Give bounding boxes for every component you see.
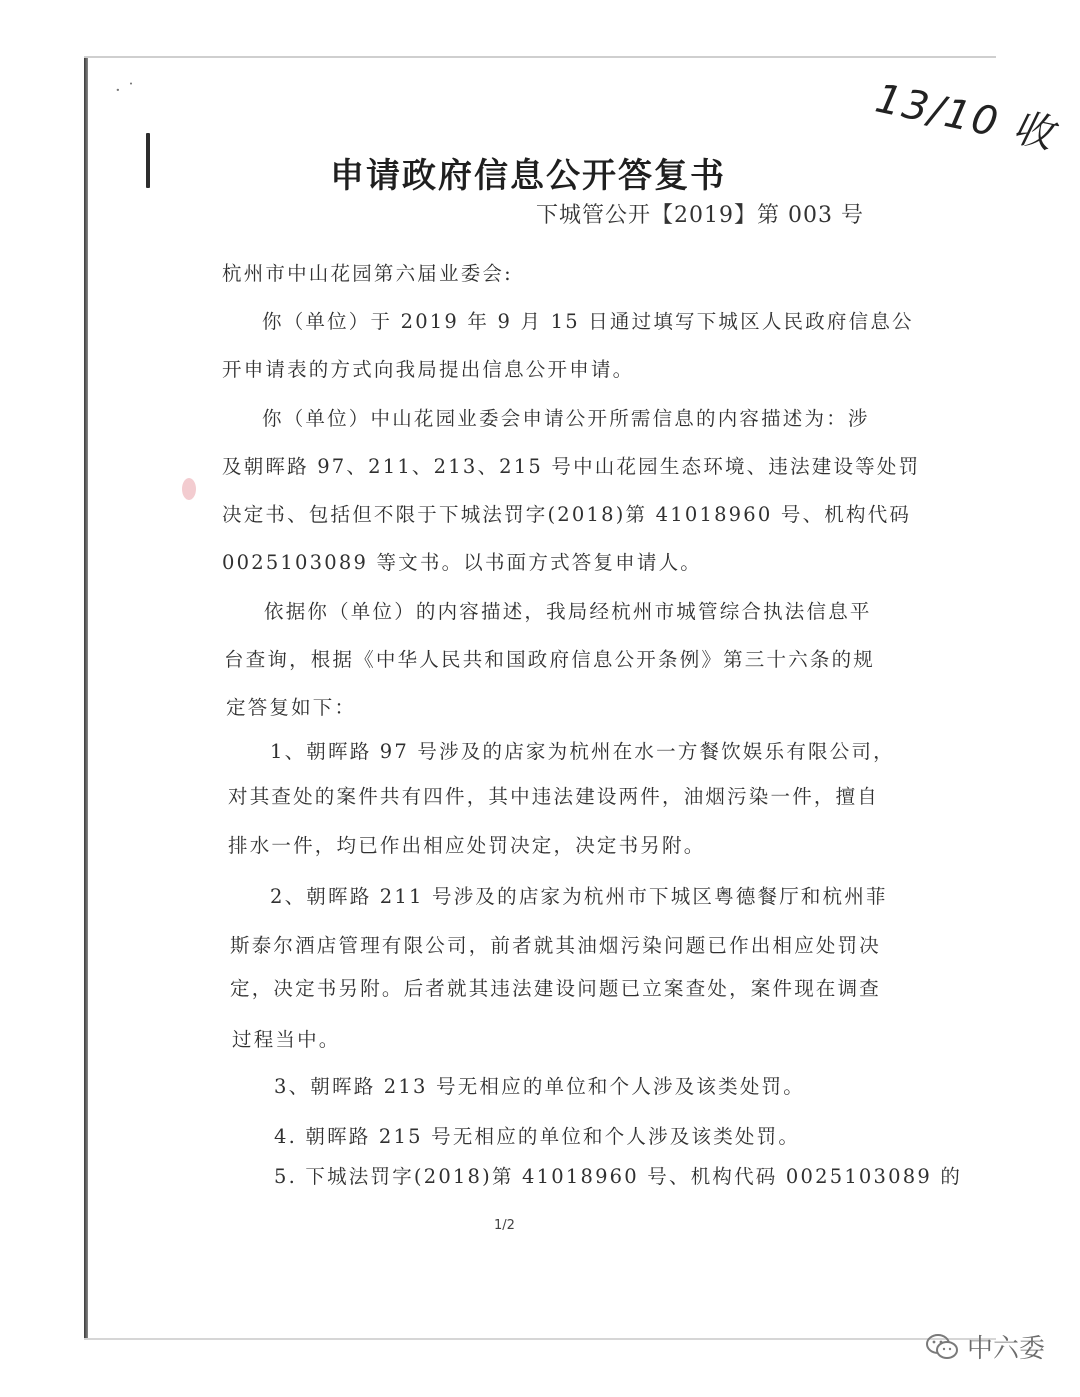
body-line: 2、朝晖路 211 号涉及的店家为杭州市下城区粤德餐厅和杭州菲: [270, 885, 888, 908]
body-line: 4. 朝晖路 215 号无相应的单位和个人涉及该类处罚。: [274, 1125, 801, 1148]
recipient-line: 杭州市中山花园第六届业委会:: [222, 262, 513, 285]
watermark-text: 中六委: [967, 1334, 1046, 1364]
scan-border-left: [84, 58, 88, 1340]
body-line: 定，决定书另附。后者就其违法建设问题已立案查处，案件现在调查: [230, 977, 882, 1000]
body-line: 斯泰尔酒店管理有限公司，前者就其油烟污染问题已作出相应处罚决: [230, 934, 882, 957]
body-line: 及朝晖路 97、211、213、215 号中山花园生态环境、违法建设等处罚: [222, 455, 921, 478]
body-line: 你（单位）中山花园业委会申请公开所需信息的内容描述为：涉: [262, 407, 870, 430]
scan-border-top: [84, 56, 996, 58]
body-line: 决定书、包括但不限于下城法罚字(2018)第 41018960 号、机构代码: [222, 503, 912, 526]
pen-mark: [146, 133, 150, 188]
ink-smudge: [182, 478, 196, 500]
body-line: 你（单位）于 2019 年 9 月 15 日通过填写下城区人民政府信息公: [262, 310, 914, 333]
scan-border-bottom: [84, 1338, 996, 1340]
wechat-icon: [925, 1332, 959, 1362]
body-line: 依据你（单位）的内容描述，我局经杭州市城管综合执法信息平: [264, 600, 872, 623]
body-line: 3、朝晖路 213 号无相应的单位和个人涉及该类处罚。: [274, 1075, 805, 1098]
handwritten-note: 13/10 收: [871, 75, 1060, 159]
body-line: 开申请表的方式向我局提出信息公开申请。: [222, 358, 635, 381]
watermark: [925, 1328, 1045, 1365]
document-title: 申请政府信息公开答复书: [330, 156, 726, 196]
scan-specks: · ˙: [115, 80, 136, 101]
page-number: 1/2: [494, 1218, 515, 1233]
body-line: 定答复如下：: [226, 696, 357, 719]
body-line: 0025103089 等文书。以书面方式答复申请人。: [222, 551, 702, 574]
body-line: 5. 下城法罚字(2018)第 41018960 号、机构代码 0025103089 的: [274, 1165, 963, 1188]
document-number: 下城管公开【2019】第 003 号: [536, 203, 864, 228]
body-line: 台查询，根据《中华人民共和国政府信息公开条例》第三十六条的规: [224, 648, 876, 671]
body-line: 过程当中。: [232, 1028, 341, 1051]
body-line: 1、朝晖路 97 号涉及的店家为杭州在水一方餐饮娱乐有限公司，: [270, 740, 895, 763]
body-line: 对其查处的案件共有四件，其中违法建设两件，油烟污染一件，擅自: [228, 785, 880, 808]
body-line: 排水一件，均已作出相应处罚决定，决定书另附。: [228, 834, 706, 857]
